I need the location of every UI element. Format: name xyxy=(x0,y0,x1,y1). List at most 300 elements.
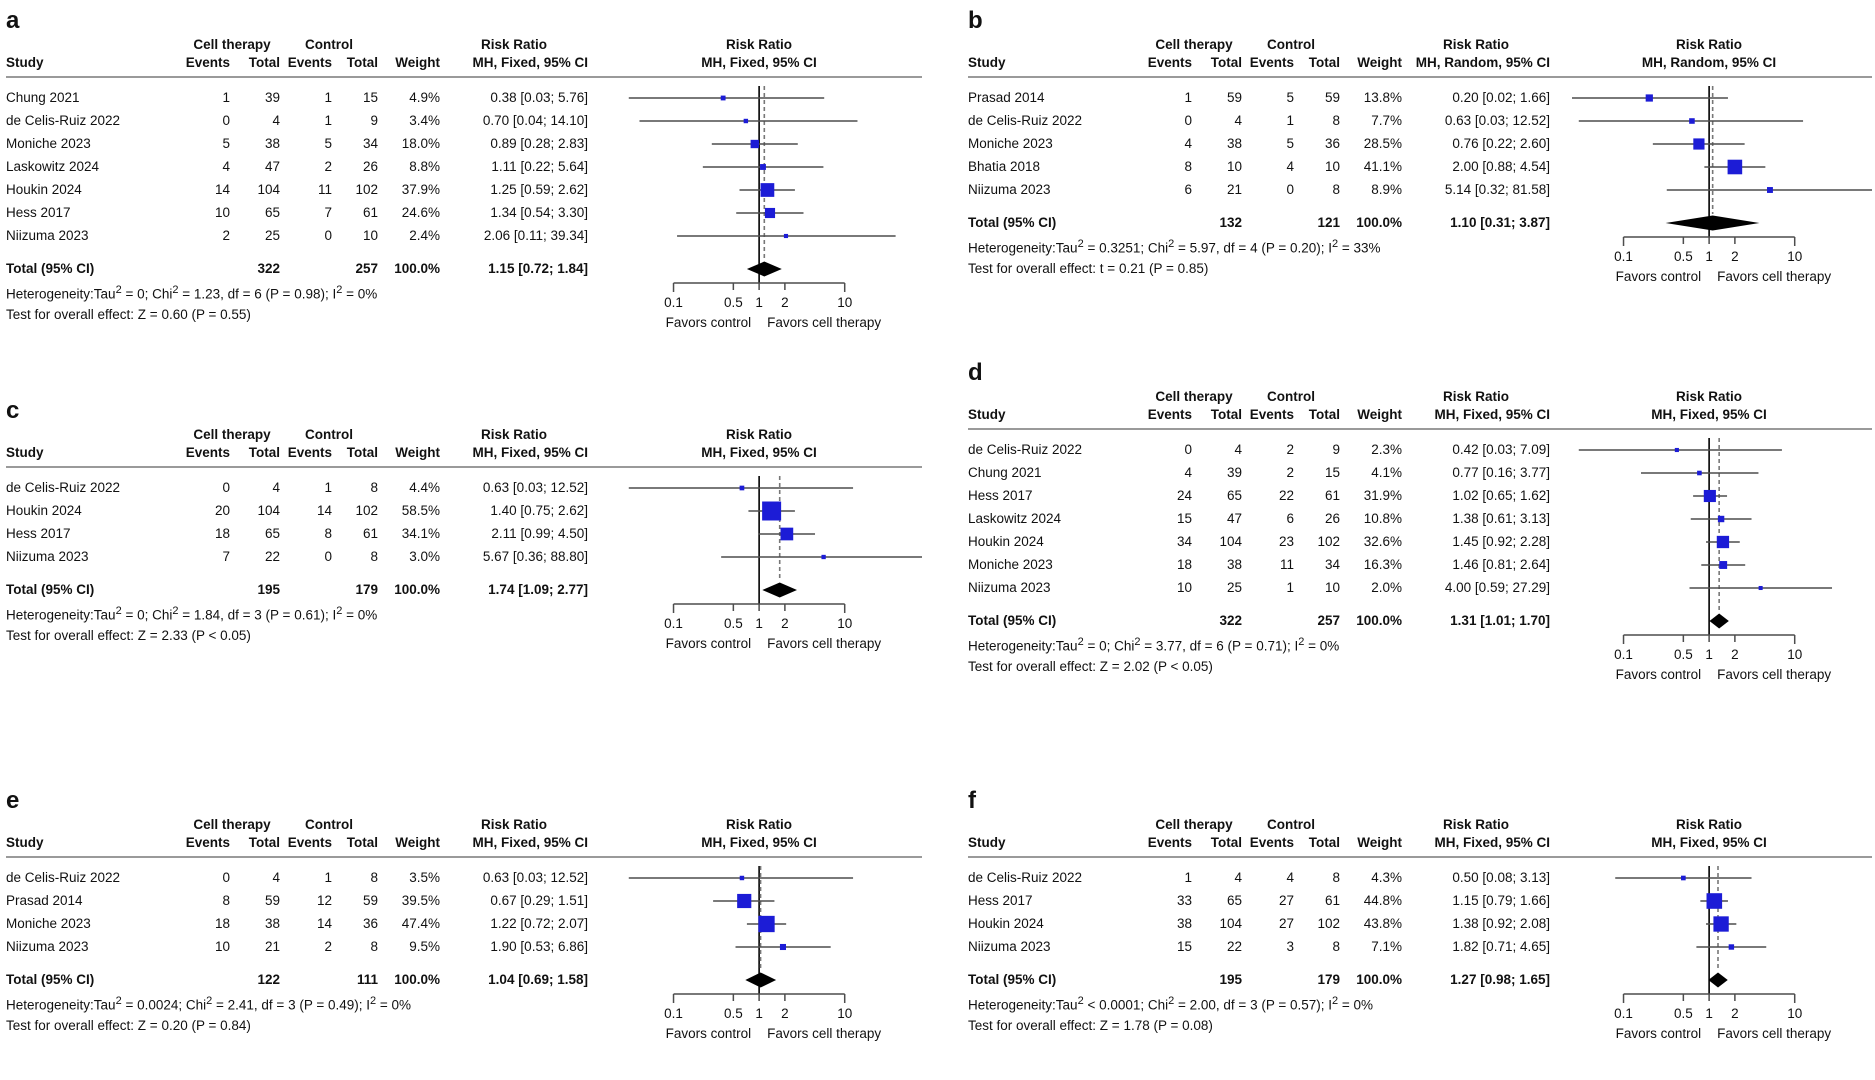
axis-tick-label: 10 xyxy=(837,295,853,310)
ct-total-cell: 59 xyxy=(264,893,280,908)
c-events-cell: 8 xyxy=(324,526,332,541)
panel-body-band xyxy=(968,78,1872,289)
effect-square xyxy=(821,555,825,559)
rr-ci-cell: 2.11 [0.99; 4.50] xyxy=(491,526,588,541)
effect-square xyxy=(758,916,774,932)
c-total-cell: 36 xyxy=(362,916,378,931)
favors-control-label: Favors control xyxy=(665,636,752,651)
effect-square xyxy=(1719,561,1727,569)
panel-letter: f xyxy=(968,787,976,814)
c-events-cell: 0 xyxy=(1286,182,1294,197)
panel-header-band xyxy=(968,816,1872,858)
group-header-risk-ratio: Risk Ratio xyxy=(480,427,548,442)
c-total-cell: 10 xyxy=(362,228,378,243)
c-events-cell: 14 xyxy=(316,503,332,518)
table-column-header-row xyxy=(6,834,588,852)
study-row xyxy=(6,866,588,889)
column-header-weight: Weight xyxy=(395,55,440,70)
forest-plot xyxy=(622,866,922,1046)
study-row xyxy=(968,484,1550,507)
plot-header-risk-ratio: Risk Ratio xyxy=(1675,817,1743,832)
column-header-ct-events: Events xyxy=(1147,407,1192,422)
c-events-cell: 27 xyxy=(1278,916,1294,931)
study-row xyxy=(6,545,588,568)
spacer-cell xyxy=(280,257,332,280)
c-events-cell: 5 xyxy=(1286,136,1294,151)
column-header-c-events: Events xyxy=(287,445,332,460)
c-events-cell: 11 xyxy=(1279,557,1294,572)
c-events-cell: 4 xyxy=(1286,159,1294,174)
rr-ci-cell: 0.63 [0.03; 12.52] xyxy=(482,870,588,885)
axis-tick-label: 0.5 xyxy=(723,616,743,631)
rr-ci-cell: 1.02 [0.65; 1.62] xyxy=(1452,488,1550,503)
spacer-cell xyxy=(280,968,332,991)
c-total-cell: 8 xyxy=(370,549,378,564)
study-name-cell: Laskowitz 2024 xyxy=(968,511,1062,526)
axis-tick-label: 0.5 xyxy=(723,1006,743,1021)
forest-panel xyxy=(968,8,1872,289)
forest-plot xyxy=(1572,438,1872,687)
weight-cell: 10.8% xyxy=(1363,511,1402,526)
ct-events-cell: 1 xyxy=(222,90,230,105)
total-c-total-cell: 257 xyxy=(1317,613,1340,628)
ct-events-cell: 0 xyxy=(222,870,230,885)
ct-total-cell: 47 xyxy=(1226,511,1242,526)
table-group-header-row xyxy=(6,816,588,834)
rr-ci-cell: 0.50 [0.08; 3.13] xyxy=(1452,870,1550,885)
table-header xyxy=(6,36,588,72)
study-name-cell: Laskowitz 2024 xyxy=(6,159,100,174)
column-header-ct-total: Total xyxy=(1210,55,1242,70)
total-rr-ci-cell: 1.74 [1.09; 2.77] xyxy=(488,582,588,597)
forest-panel xyxy=(6,788,922,1046)
effect-square xyxy=(1759,586,1763,590)
axis-tick-label: 2 xyxy=(1731,249,1739,264)
ct-total-cell: 65 xyxy=(1226,893,1242,908)
study-name-cell: Niizuma 2023 xyxy=(6,939,89,954)
ct-events-cell: 0 xyxy=(222,113,230,128)
column-header-effect-model: MH, Fixed, 95% CI xyxy=(1434,835,1550,850)
spacer-cell xyxy=(1340,36,1402,54)
study-name-cell: Chung 2021 xyxy=(968,465,1042,480)
spacer-cell xyxy=(968,816,1146,834)
ct-events-cell: 10 xyxy=(214,939,230,954)
c-events-cell: 27 xyxy=(1278,893,1294,908)
overall-test-text: Test for overall effect: Z = 2.33 (P < 0.05) xyxy=(6,627,251,643)
favors-cell-therapy-label: Favors cell therapy xyxy=(767,1026,882,1041)
forest-plot xyxy=(1572,866,1872,1046)
c-events-cell: 14 xyxy=(316,916,332,931)
panel-body-band xyxy=(968,430,1872,687)
effect-square xyxy=(1729,944,1734,949)
weight-cell: 2.0% xyxy=(1371,580,1402,595)
ct-events-cell: 0 xyxy=(1184,442,1192,457)
effect-square xyxy=(1707,893,1723,909)
table-header xyxy=(6,816,588,852)
c-total-cell: 102 xyxy=(355,182,378,197)
column-header-c-total: Total xyxy=(1308,55,1340,70)
c-total-cell: 10 xyxy=(1324,580,1340,595)
plot-header xyxy=(1572,36,1872,72)
total-c-total-cell: 179 xyxy=(355,582,378,597)
study-name-cell: Niizuma 2023 xyxy=(968,939,1051,954)
effect-square xyxy=(751,140,759,148)
weight-cell: 3.4% xyxy=(409,113,440,128)
c-total-cell: 34 xyxy=(1324,557,1340,572)
panel-header-band xyxy=(968,36,1872,78)
c-total-cell: 61 xyxy=(362,205,378,220)
total-row xyxy=(6,968,588,991)
study-name-cell: Prasad 2014 xyxy=(6,893,83,908)
overall-test-text: Test for overall effect: Z = 2.02 (P < 0.05) xyxy=(968,658,1213,674)
ct-events-cell: 34 xyxy=(1176,534,1192,549)
ct-events-cell: 2 xyxy=(222,228,230,243)
c-events-cell: 7 xyxy=(324,205,332,220)
column-header-weight: Weight xyxy=(1357,407,1402,422)
pooled-diamond xyxy=(747,262,782,277)
ct-total-cell: 104 xyxy=(257,503,280,518)
c-total-cell: 26 xyxy=(1324,511,1340,526)
rr-ci-cell: 0.63 [0.03; 12.52] xyxy=(482,480,588,495)
effect-square xyxy=(1689,118,1695,124)
total-row xyxy=(968,609,1550,632)
c-events-cell: 5 xyxy=(1286,90,1294,105)
weight-cell: 43.8% xyxy=(1363,916,1402,931)
c-total-cell: 8 xyxy=(1332,870,1340,885)
total-label-cell: Total (95% CI) xyxy=(6,972,95,987)
favors-cell-therapy-label: Favors cell therapy xyxy=(767,315,882,330)
rr-ci-cell: 2.00 [0.88; 4.54] xyxy=(1452,159,1550,174)
weight-cell: 16.3% xyxy=(1363,557,1402,572)
weight-cell: 7.7% xyxy=(1371,113,1402,128)
axis-tick-label: 0.5 xyxy=(1673,1006,1693,1021)
spacer-cell xyxy=(6,36,184,54)
study-name-cell: Hess 2017 xyxy=(6,205,71,220)
weight-cell: 4.3% xyxy=(1371,870,1402,885)
group-header-control: Control xyxy=(1267,389,1315,404)
rr-ci-cell: 1.22 [0.72; 2.07] xyxy=(490,916,588,931)
study-row xyxy=(6,201,588,224)
ct-total-cell: 47 xyxy=(264,159,280,174)
ct-events-cell: 5 xyxy=(222,136,230,151)
forest-panel xyxy=(6,398,922,656)
group-header-control: Control xyxy=(305,427,353,442)
weight-cell: 2.4% xyxy=(409,228,440,243)
c-total-cell: 15 xyxy=(362,90,378,105)
axis-tick-label: 2 xyxy=(781,295,789,310)
study-row xyxy=(968,889,1550,912)
effect-square xyxy=(781,528,794,541)
c-total-cell: 61 xyxy=(1324,488,1340,503)
plot-header-risk-ratio: Risk Ratio xyxy=(725,817,793,832)
weight-cell: 34.1% xyxy=(401,526,440,541)
plot-header-effect-model: MH, Fixed, 95% CI xyxy=(1651,835,1767,850)
effect-square xyxy=(740,486,745,491)
rr-ci-cell: 0.38 [0.03; 5.76] xyxy=(490,90,588,105)
table-header xyxy=(6,426,588,462)
plot-header xyxy=(1572,388,1872,424)
plot-header-effect-model: MH, Fixed, 95% CI xyxy=(1651,407,1767,422)
c-total-cell: 10 xyxy=(1324,159,1340,174)
c-total-cell: 8 xyxy=(370,939,378,954)
ct-total-cell: 21 xyxy=(264,939,280,954)
overall-test-text: Test for overall effect: Z = 0.20 (P = 0.84) xyxy=(6,1017,251,1033)
weight-cell: 8.8% xyxy=(409,159,440,174)
pooled-diamond xyxy=(762,583,797,598)
rr-ci-cell: 1.46 [0.81; 2.64] xyxy=(1452,557,1550,572)
total-rr-ci-cell: 1.27 [0.98; 1.65] xyxy=(1450,972,1550,987)
study-name-cell: de Celis-Ruiz 2022 xyxy=(6,113,121,128)
c-events-cell: 11 xyxy=(317,182,332,197)
column-header-c-total: Total xyxy=(346,835,378,850)
axis-tick-label: 1 xyxy=(1705,249,1713,264)
study-name-cell: Hess 2017 xyxy=(6,526,71,541)
total-rr-ci-cell: 1.31 [1.01; 1.70] xyxy=(1450,613,1550,628)
rr-ci-cell: 1.45 [0.92; 2.28] xyxy=(1452,534,1550,549)
total-label-cell: Total (95% CI) xyxy=(6,582,95,597)
c-total-cell: 34 xyxy=(362,136,378,151)
c-total-cell: 102 xyxy=(1317,534,1340,549)
column-header-c-events: Events xyxy=(1249,835,1294,850)
ct-total-cell: 4 xyxy=(1234,442,1242,457)
total-weight-cell: 100.0% xyxy=(394,582,440,597)
spacer-cell xyxy=(1340,816,1402,834)
c-total-cell: 59 xyxy=(1324,90,1340,105)
rr-ci-cell: 0.67 [0.29; 1.51] xyxy=(490,893,588,908)
study-name-cell: Bhatia 2018 xyxy=(968,159,1041,174)
study-name-cell: de Celis-Ruiz 2022 xyxy=(968,442,1083,457)
c-events-cell: 2 xyxy=(1286,442,1294,457)
c-events-cell: 1 xyxy=(324,90,332,105)
axis-tick-label: 0.1 xyxy=(1614,249,1633,264)
spacer-cell xyxy=(1242,211,1294,234)
effect-square xyxy=(744,119,748,123)
forest-panel xyxy=(6,8,922,335)
group-header-control: Control xyxy=(305,37,353,52)
ct-total-cell: 22 xyxy=(264,549,280,564)
c-total-cell: 8 xyxy=(1332,182,1340,197)
study-name-cell: Niizuma 2023 xyxy=(968,182,1051,197)
column-header-c-events: Events xyxy=(1249,407,1294,422)
study-name-cell: Niizuma 2023 xyxy=(6,228,89,243)
study-row xyxy=(6,155,588,178)
axis-tick-label: 10 xyxy=(837,1006,853,1021)
plot-header xyxy=(622,816,922,852)
rr-ci-cell: 1.34 [0.54; 3.30] xyxy=(490,205,588,220)
spacer-cell xyxy=(280,578,332,601)
plot-header-risk-ratio: Risk Ratio xyxy=(1675,389,1743,404)
ct-events-cell: 6 xyxy=(1184,182,1192,197)
weight-cell: 3.0% xyxy=(409,549,440,564)
forest-plot-column xyxy=(1572,858,1872,1046)
column-header-c-events: Events xyxy=(1249,55,1294,70)
axis-tick-label: 2 xyxy=(781,616,789,631)
study-name-cell: Hess 2017 xyxy=(968,893,1033,908)
rr-ci-cell: 0.20 [0.02; 1.66] xyxy=(1452,90,1550,105)
forest-plot-column xyxy=(622,78,922,335)
total-label-cell: Total (95% CI) xyxy=(968,972,1057,987)
ct-total-cell: 65 xyxy=(1226,488,1242,503)
ct-events-cell: 4 xyxy=(1184,465,1192,480)
c-events-cell: 0 xyxy=(324,549,332,564)
ct-events-cell: 24 xyxy=(1176,488,1192,503)
pooled-diamond xyxy=(1709,614,1728,629)
axis-tick-label: 0.5 xyxy=(1673,249,1693,264)
total-c-total-cell: 111 xyxy=(356,972,378,987)
table-group-header-row xyxy=(968,816,1550,834)
ct-total-cell: 22 xyxy=(1226,939,1242,954)
column-header-ct-events: Events xyxy=(185,55,230,70)
weight-cell: 37.9% xyxy=(401,182,440,197)
axis-tick-label: 10 xyxy=(837,616,853,631)
weight-cell: 8.9% xyxy=(1371,182,1402,197)
c-events-cell: 3 xyxy=(1286,939,1294,954)
ct-events-cell: 33 xyxy=(1176,893,1192,908)
ct-total-cell: 104 xyxy=(1219,534,1242,549)
column-header-ct-events: Events xyxy=(185,445,230,460)
rr-ci-cell: 1.15 [0.79; 1.66] xyxy=(1452,893,1550,908)
plot-header xyxy=(622,36,922,72)
ct-total-cell: 38 xyxy=(264,916,280,931)
spacer-cell xyxy=(378,36,440,54)
favors-control-label: Favors control xyxy=(665,315,752,330)
spacer-cell xyxy=(1146,609,1192,632)
effect-square xyxy=(1728,160,1743,175)
total-label-cell: Total (95% CI) xyxy=(968,613,1057,628)
total-row xyxy=(968,968,1550,991)
ct-total-cell: 4 xyxy=(272,480,280,495)
study-name-cell: Chung 2021 xyxy=(6,90,80,105)
effect-square xyxy=(1681,876,1686,881)
rr-ci-cell: 1.90 [0.53; 6.86] xyxy=(490,939,588,954)
total-weight-cell: 100.0% xyxy=(394,972,440,987)
total-rr-ci-cell: 1.10 [0.31; 3.87] xyxy=(1450,215,1550,230)
weight-cell: 41.1% xyxy=(1363,159,1402,174)
ct-events-cell: 15 xyxy=(1176,939,1192,954)
axis-tick-label: 2 xyxy=(1731,647,1739,662)
effect-square xyxy=(1718,516,1724,522)
ct-events-cell: 15 xyxy=(1176,511,1192,526)
ct-events-cell: 4 xyxy=(222,159,230,174)
column-header-study: Study xyxy=(968,55,1006,70)
axis-tick-label: 0.1 xyxy=(1614,647,1633,662)
ct-total-cell: 65 xyxy=(264,526,280,541)
column-header-c-total: Total xyxy=(1308,835,1340,850)
c-total-cell: 102 xyxy=(1317,916,1340,931)
total-c-total-cell: 121 xyxy=(1317,215,1340,230)
table-group-header-row xyxy=(968,36,1550,54)
weight-cell: 4.4% xyxy=(409,480,440,495)
study-row xyxy=(6,889,588,912)
table-body xyxy=(6,78,588,335)
c-events-cell: 5 xyxy=(324,136,332,151)
table-body xyxy=(6,858,588,1046)
c-total-cell: 9 xyxy=(370,113,378,128)
column-header-c-total: Total xyxy=(346,445,378,460)
table-group-header-row xyxy=(6,426,588,444)
ct-total-cell: 25 xyxy=(264,228,280,243)
forest-plot-column xyxy=(1572,78,1872,289)
ct-total-cell: 65 xyxy=(264,205,280,220)
ct-total-cell: 21 xyxy=(1226,182,1242,197)
ct-events-cell: 4 xyxy=(1184,136,1192,151)
total-weight-cell: 100.0% xyxy=(1356,613,1402,628)
effect-square xyxy=(1697,471,1702,476)
spacer-cell xyxy=(968,388,1146,406)
ct-total-cell: 38 xyxy=(1226,557,1242,572)
ct-events-cell: 8 xyxy=(222,893,230,908)
study-row xyxy=(6,86,588,109)
column-header-effect-model: MH, Random, 95% CI xyxy=(1415,55,1550,70)
total-ct-total-cell: 122 xyxy=(257,972,280,987)
overall-test-text: Test for overall effect: Z = 0.60 (P = 0.55) xyxy=(6,306,251,322)
group-header-risk-ratio: Risk Ratio xyxy=(480,37,548,52)
heterogeneity-text: Heterogeneity:Tau$^2$ < 0.0001; Chi$^2$ = 2.00, df = 3 (P = 0.57); $I^2 = 0\%$ xyxy=(968,995,1374,1013)
total-c-total-cell: 257 xyxy=(355,261,378,276)
group-header-cell-therapy: Cell therapy xyxy=(1155,389,1233,404)
c-total-cell: 8 xyxy=(370,870,378,885)
effect-square xyxy=(784,234,788,238)
weight-cell: 28.5% xyxy=(1363,136,1402,151)
axis-tick-label: 0.5 xyxy=(1673,647,1693,662)
column-header-study: Study xyxy=(6,445,44,460)
effect-square xyxy=(740,876,744,880)
column-header-ct-total: Total xyxy=(248,835,280,850)
weight-cell: 32.6% xyxy=(1363,534,1402,549)
study-name-cell: de Celis-Ruiz 2022 xyxy=(968,870,1083,885)
study-row xyxy=(968,178,1550,201)
total-row xyxy=(6,578,588,601)
weight-cell: 3.5% xyxy=(409,870,440,885)
spacer-cell xyxy=(378,426,440,444)
spacer-cell xyxy=(184,968,230,991)
effect-square xyxy=(737,894,751,908)
axis-tick-label: 1 xyxy=(755,295,763,310)
axis-tick-label: 0.1 xyxy=(1614,1006,1633,1021)
c-events-cell: 12 xyxy=(316,893,332,908)
plot-header xyxy=(1572,816,1872,852)
ct-total-cell: 38 xyxy=(264,136,280,151)
study-row xyxy=(6,132,588,155)
ct-events-cell: 7 xyxy=(222,549,230,564)
ct-total-cell: 4 xyxy=(272,113,280,128)
study-row xyxy=(6,109,588,132)
favors-cell-therapy-label: Favors cell therapy xyxy=(1717,1026,1832,1041)
forest-plot xyxy=(1572,86,1872,289)
weight-cell: 58.5% xyxy=(401,503,440,518)
panel-letter: b xyxy=(968,7,983,34)
ct-events-cell: 0 xyxy=(1184,113,1192,128)
pooled-diamond xyxy=(1708,973,1727,988)
ct-events-cell: 10 xyxy=(1176,580,1192,595)
study-row xyxy=(6,912,588,935)
heterogeneity-text: Heterogeneity:Tau$^2$ = 0; Chi$^2$ = 1.23, df = 6 (P = 0.98); $I^2 = 0\%$ xyxy=(6,284,378,302)
plot-header-effect-model: MH, Fixed, 95% CI xyxy=(701,835,817,850)
effect-square xyxy=(1717,536,1729,548)
study-name-cell: Moniche 2023 xyxy=(968,557,1053,572)
c-total-cell: 59 xyxy=(362,893,378,908)
panel-body-band xyxy=(6,78,922,335)
column-header-c-total: Total xyxy=(1308,407,1340,422)
spacer-cell xyxy=(1340,388,1402,406)
total-row xyxy=(6,257,588,280)
study-row xyxy=(968,935,1550,958)
c-total-cell: 26 xyxy=(362,159,378,174)
weight-cell: 9.5% xyxy=(409,939,440,954)
effect-square xyxy=(1646,94,1653,101)
axis-tick-label: 1 xyxy=(755,1006,763,1021)
panel-header-band xyxy=(6,426,922,468)
